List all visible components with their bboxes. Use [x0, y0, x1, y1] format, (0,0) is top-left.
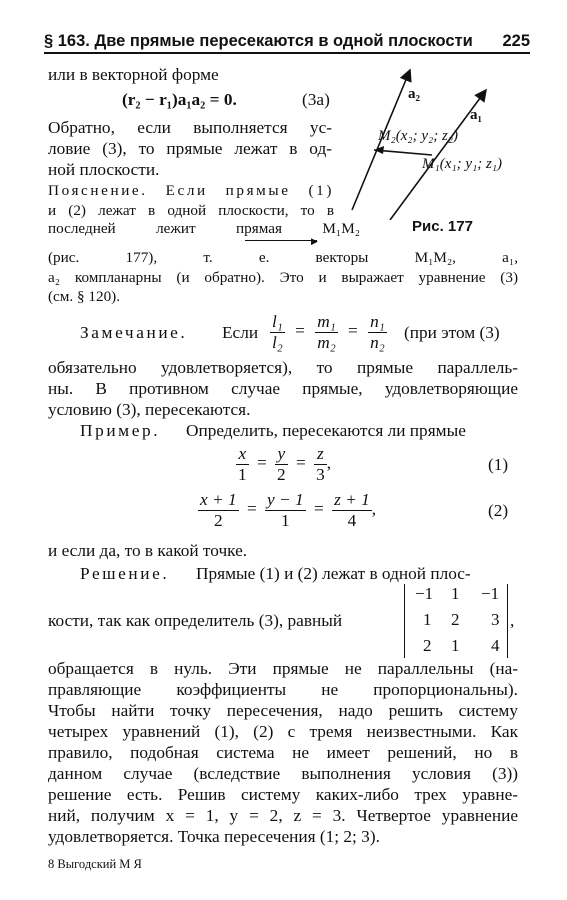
text-line: решение есть. Решив систему каких-либо трех уравне- — [48, 785, 518, 804]
text-line: кости, так как определитель (3), равный — [48, 611, 343, 630]
ratio-fraction: $\frac{\text{l₁}}{\text{l₂}}$ = $\frac{\text{m₁}}{\text{m₂}}$ = $\frac{\text{n₁}}{\text{n₂}}$ — [272, 312, 385, 352]
text-line: (рис. 177), т. е. векторы M₁M₂, a₁, — [48, 249, 518, 266]
determinant — [404, 584, 508, 658]
det-cell: −1 — [481, 584, 500, 603]
equation-1: $\frac{x}{1}$ = $\frac{y}{2}$ = $\frac{z}{3}$ , — [238, 444, 332, 484]
text: Определить, пересекаются ли прямые — [186, 421, 466, 440]
det-cell: −1 — [415, 584, 434, 603]
text-line: a₂ компланарны (и обратно). Это и выражает уравнение (3) — [48, 269, 518, 286]
text-line: Пояснение. Если прямые (1) — [48, 182, 334, 199]
label-m1: M₁(x₁; y₁; z₁) — [422, 156, 502, 172]
vector-formula: (r₂ − r₁)a₁a₂ = 0. — [122, 90, 237, 109]
equation-2-label: (2) — [488, 501, 509, 520]
running-head: § 163. Две прямые пересекаются в одной плоскости — [44, 32, 473, 50]
text-line: ной плоскости. — [48, 160, 160, 179]
text-line: последней лежит прямая M₁M₂ — [48, 220, 360, 237]
det-cell: 2 — [423, 636, 432, 655]
text-line: обязательно удовлетворяется), то прямые параллель- — [48, 358, 518, 377]
label-a2: a₂ — [408, 86, 420, 102]
vector-arrowhead: ▶ — [311, 236, 318, 246]
det-cell: 2 — [451, 610, 460, 629]
det-cell: 4 — [491, 636, 500, 655]
det-cell: 1 — [451, 584, 460, 603]
text-line: и если да, то в какой точке. — [48, 541, 248, 560]
figure-caption: Рис. 177 — [412, 218, 473, 235]
text-line: и (2) лежат в одной плоскости, то в — [48, 202, 334, 219]
text-line: ловие (3), то прямые лежат в од- — [48, 139, 332, 158]
label-m2: M₂(x₂; y₂; z₂) — [378, 128, 458, 144]
det-cell: 3 — [491, 610, 500, 629]
comma: , — [510, 611, 515, 630]
text-line: Обратно, если выполняется ус- — [48, 118, 332, 137]
equation-1-label: (1) — [488, 455, 509, 474]
formula-label: (3а) — [302, 90, 330, 109]
label-a1: a₁ — [470, 107, 482, 123]
text-line: правляющие коэффициенты не пропорциональны). — [48, 680, 518, 699]
det-cell: 1 — [423, 610, 432, 629]
text: (при этом (3) — [404, 323, 500, 342]
text: Если — [222, 323, 259, 342]
text-line: данном случае (вследствие выполнения условия (3)) — [48, 764, 518, 783]
text-line: (см. § 120). — [48, 288, 121, 305]
text-line: Чтобы найти точку пересечения, надо решить систему — [48, 701, 518, 720]
footer-signature: 8 Выгодский М Я — [48, 857, 142, 871]
text: Прямые (1) и (2) лежат в одной плос- — [196, 564, 471, 583]
text-line: правило, подобная система не имеет решений, но в — [48, 743, 518, 762]
example-lead: Пример. — [80, 421, 161, 440]
equation-2: $\frac{x + 1}{2}$ = $\frac{y - 1}{1}$ = $\frac{z + 1}{4}$ , — [200, 490, 377, 530]
det-cell: 1 — [451, 636, 460, 655]
text-line: четырех уравнений (1), (2) с тремя неизвестными. Как — [48, 722, 518, 741]
text-line: или в векторной форме — [48, 65, 219, 84]
text-line: ны. В противном случае прямые, удовлетворяющие — [48, 379, 518, 398]
text-line: ний, получим x = 1, y = 2, z = 3. Четвертое уравнение — [48, 806, 518, 825]
text-line: обращается в нуль. Эти прямые не параллельны (на- — [48, 659, 518, 678]
page-number: 225 — [502, 32, 530, 50]
solution-lead: Решение. — [80, 564, 170, 583]
text-line: удовлетворяется. Точка пересечения (1; 2; 3). — [48, 827, 380, 846]
text-line: условию (3), пересекаются. — [48, 400, 251, 419]
header-rule — [44, 52, 530, 54]
vector-overline — [245, 240, 317, 241]
remark-lead: Замечание. — [80, 323, 188, 342]
